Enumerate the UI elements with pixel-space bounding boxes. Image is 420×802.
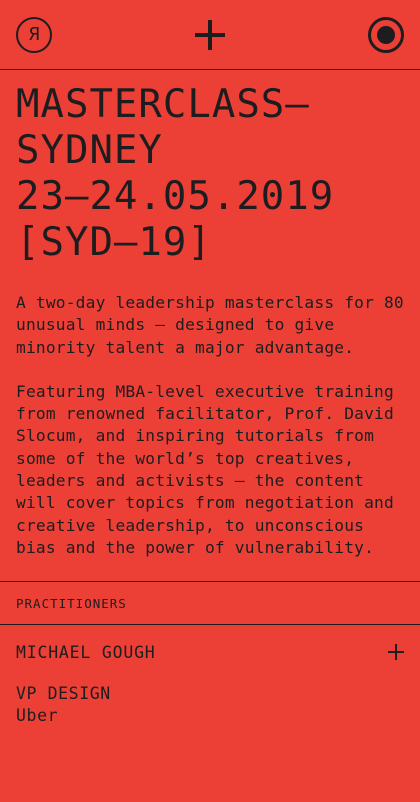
page-title [16, 82, 404, 266]
logo-letter: Я [28, 23, 40, 45]
title-line-1: MASTERCLASS— [16, 82, 310, 127]
practitioner-role [0, 679, 420, 727]
role-company: Uber [16, 706, 59, 726]
description [0, 266, 420, 559]
practitioner-name: MICHAEL GOUGH [16, 642, 156, 662]
practitioners-heading [0, 581, 420, 625]
practitioner-row[interactable] [0, 625, 420, 679]
role-title: VP DESIGN [16, 684, 111, 704]
plus-icon[interactable] [193, 18, 227, 52]
title-line-2: SYDNEY [16, 128, 163, 173]
record-icon[interactable] [368, 17, 404, 53]
title-line-4: [SYD–19] [16, 220, 212, 265]
practitioners-label: PRACTITIONERS [16, 595, 127, 611]
title-line-3: 23–24.05.2019 [16, 174, 335, 219]
r-logo-icon[interactable] [16, 17, 52, 53]
hero [0, 70, 420, 266]
details-paragraph: Featuring MBA-level executive training from renowned facilitator, Prof. David Slocum, and inspiring tutorials from some of the world’s top creatives, leaders and activists — the content will cover topics from negotiation and creative leadership, to unconscious bias and the power of vulnerability. [16, 381, 394, 557]
intro-paragraph: A two-day leadership masterclass for 80 unusual minds — designed to give minority talent a major advantage. [16, 293, 404, 357]
top-bar [0, 0, 420, 70]
expand-plus-icon[interactable] [388, 644, 404, 660]
